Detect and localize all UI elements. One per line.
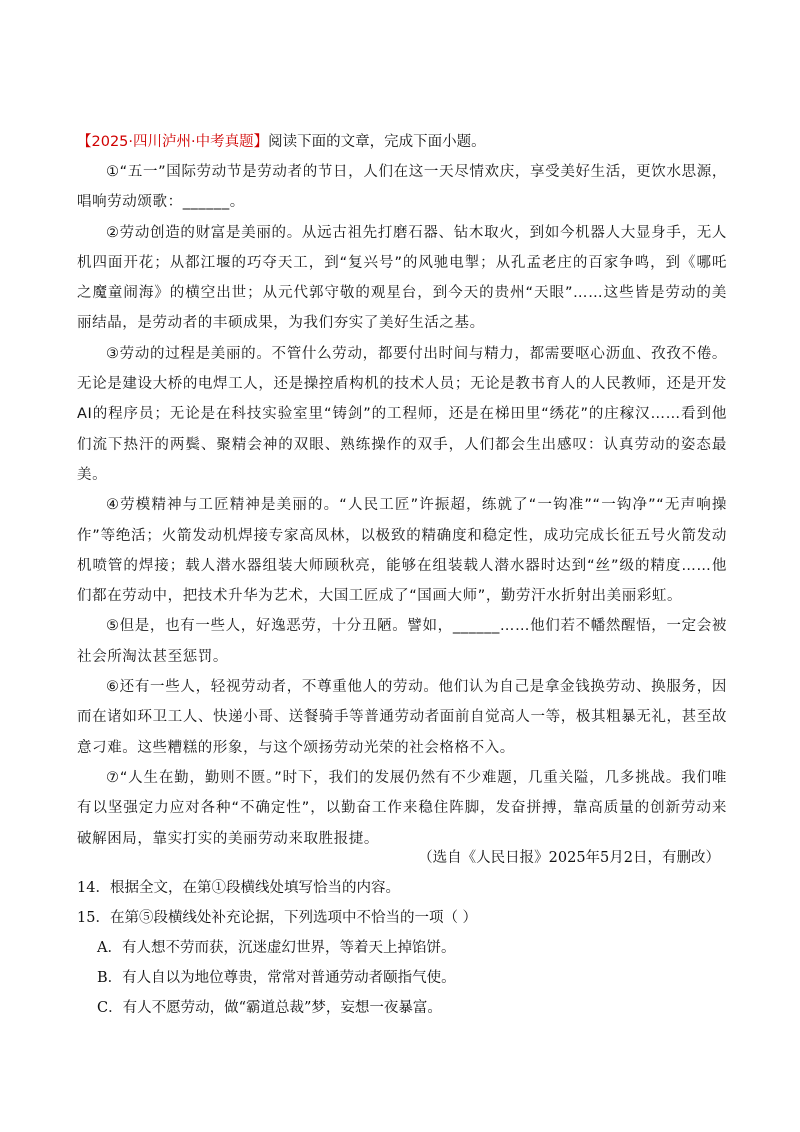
question-15: 15．在第⑤段横线处补充论据，下列选项中不恰当的一项（ ）: [77, 910, 478, 926]
reading-instruction: 阅读下面的文章，完成下面小题。: [268, 134, 486, 150]
article-body: [77, 157, 727, 854]
option-a: A．有人想不劳而获，沉迷虚幻世界，等着天上掉馅饼。: [97, 940, 456, 956]
option-b: B．有人自以为地位尊贵，常常对普通劳动者颐指气使。: [97, 970, 456, 986]
article-source: （选自《人民日报》2025年5月2日，有删改）: [418, 850, 720, 866]
paragraph-6: ⑥还有一些人，轻视劳动者，不尊重他人的劳动。他们认为自己是拿金钱换劳动、换服务，因而在诸如环卫工人、快递小哥、送餐骑手等普通劳动者面前自觉高人一等，极其粗暴无礼，甚至故意刁难。这些糟糕的形象，与这个颂扬劳动光荣的社会格格不入。: [77, 679, 727, 756]
paragraph-4: ④劳模精神与工匠精神是美丽的。“人民工匠”许振超，练就了“一钩准”“一钩净”“无声响操作”等绝活；火箭发动机焊接专家高凤林，以极致的精确度和稳定性，成功完成长征五号火箭发动机喷管的焊接；载人潜水器组装大师顾秋亮，能够在组装载人潜水器时达到“丝”级的精度……他们都在劳动中，把技术升华为艺术，大国工匠成了“国画大师”，勤劳汗水折射出美丽彩虹。: [77, 497, 727, 605]
paragraph-1: ①“五一”国际劳动节是劳动者的节日，人们在这一天尽情欢庆，享受美好生活，更饮水思源，唱响劳动颂歌：______。: [77, 164, 727, 211]
paragraph-5: ⑤但是，也有一些人，好逸恶劳，十分丑陋。譬如，______……他们若不幡然醒悟，一定会被社会所淘汰甚至惩罚。: [77, 618, 727, 665]
option-c: C．有人不愿劳动，做“霸道总裁”梦，妄想一夜暴富。: [97, 1000, 442, 1016]
exam-source-tag: 【2025·四川泸州·中考真题】: [77, 134, 269, 150]
paragraph-2: ②劳动创造的财富是美丽的。从远古祖先打磨石器、钻木取火，到如今机器人大显身手，无人机四面开花；从都江堰的巧夺天工，到“复兴号”的风驰电掣；从孔孟老庄的百家争鸣，到《哪吒之魔童闹海》的横空出世；从元代郭守敬的观星台，到今天的贵州“天眼”……这些皆是劳动的美丽结晶，是劳动者的丰硕成果，为我们夯实了美好生活之基。: [77, 224, 727, 332]
paragraph-7: ⑦“人生在勤，勤则不匮。”时下，我们的发展仍然有不少难题，几重关隘，几多挑战。我们唯有以坚强定力应对各种“不确定性”，以勤奋工作来稳住阵脚，发奋拼搏，靠高质量的创新劳动来破解困局，靠实打实的美丽劳动来取胜报捷。: [77, 769, 727, 847]
question-14: 14．根据全文，在第①段横线处填写恰当的内容。: [77, 880, 400, 896]
reading-intro: [77, 130, 727, 154]
paragraph-3: ③劳动的过程是美丽的。不管什么劳动，都要付出时间与精力，都需要呕心沥血、孜孜不倦。无论是建设大桥的电焊工人，还是操控盾构机的技术人员；无论是教书育人的人民教师，还是开发AI的程序员；无论是在科技实验室里“铸剑”的工程师，还是在梯田里“绣花”的庄稼汉……看到他们流下热汗的两鬓、聚精会神的双眼、熟练操作的双手，人们都会生出感叹：认真劳动的姿态最美。: [77, 345, 727, 483]
